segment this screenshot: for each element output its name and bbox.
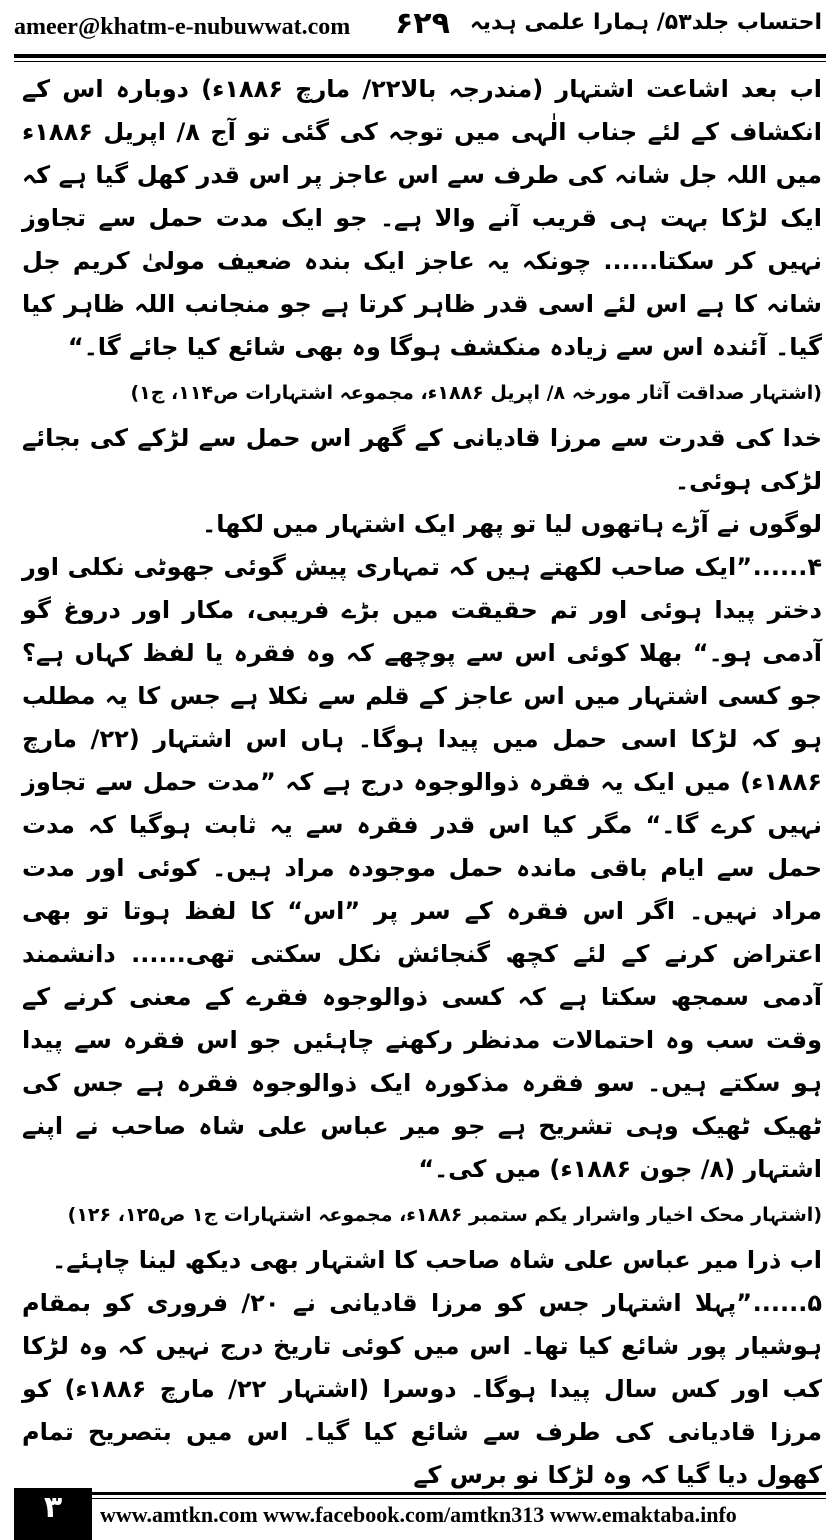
paragraph-6 [22, 1282, 822, 1497]
citation-1: (اشتہار صداقت آثار مورخہ ۸/ اپریل ۱۸۸۶ء، مجموعہ اشتہارات ص۱۱۴، ج۱) [130, 382, 822, 404]
footer-links: www.amtkn.com www.facebook.com/amtkn313 www.emaktaba.info [100, 1502, 737, 1527]
paragraph-6-text: ”پہلا اشتہار جس کو مرزا قادیانی نے ۲۰/ فروری کو بمقام ہوشیار پور شائع کیا تھا۔ اس میں کوئی تاریخ درج نہیں کہ وہ لڑکا کب اور کس سال پیدا ہوگا۔ دوسرا (اشتہار ۲۲/ مارچ ۱۸۸۶ء) کو مرزا قادیانی کی طرف سے شائع کیا گیا۔ اس میں بتصریح تمام کھول دیا گیا کہ وہ لڑکا نو برس کے [22, 1289, 822, 1489]
item-number-4: ۴...... [752, 553, 822, 581]
paragraph-3: لوگوں نے آڑے ہاتھوں لیا تو پھر ایک اشتہار میں لکھا۔ [202, 510, 822, 538]
page-body [22, 68, 822, 1497]
footer-rule [92, 1492, 826, 1495]
page-number: ۶۲۹ [395, 6, 450, 41]
paragraph-4 [22, 546, 822, 1191]
footer-rule-thin [92, 1498, 826, 1499]
citation-2: (اشتہار محک اخیار واشرار یکم ستمبر ۱۸۸۶ء، مجموعہ اشتہارات ج۱ ص۱۲۵، ۱۲۶) [67, 1204, 822, 1226]
footer-page-marker: ۳ [14, 1488, 92, 1540]
page-footer [0, 1488, 840, 1540]
page-header [0, 0, 840, 52]
header-email: ameer@khatm-e-nubuwwat.com [14, 14, 351, 40]
paragraph-1: اب بعد اشاعت اشتہار (مندرجہ بالا۲۲/ مارچ ۱۸۸۶ء) دوبارہ اس کے انکشاف کے لئے جناب الٰہی میں توجہ کی گئی تو آج ۸/ اپریل ۱۸۸۶ء میں اللہ جل شانہ کی طرف سے اس عاجز پر اس قدر کھل گیا ہے کہ ایک لڑکا بہت ہی قریب آنے والا ہے۔ جو ایک مدت حمل سے تجاوز نہیں کر سکتا...... چونکہ یہ عاجز ایک بندہ ضعیف مولیٰ کریم جل شانہ کا ہے اس لئے اسی قدر ظاہر کرتا ہے جو منجانب اللہ ظاہر کیا گیا۔ آئندہ اس سے زیادہ منکشف ہوگا وہ بھی شائع کیا جائے گا۔“ [22, 75, 823, 361]
header-rule [14, 54, 826, 58]
book-title: احتساب جلد۵۳/ ہمارا علمی ہدیہ [469, 10, 822, 35]
paragraph-5: اب ذرا میر عباس علی شاہ صاحب کا اشتہار بھی دیکھ لینا چاہئے۔ [52, 1246, 822, 1274]
paragraph-2: خدا کی قدرت سے مرزا قادیانی کے گھر اس حمل سے لڑکے کی بجائے لڑکی ہوئی۔ [22, 424, 822, 495]
paragraph-4-text: ”ایک صاحب لکھتے ہیں کہ تمہاری پیش گوئی جھوٹی نکلی اور دختر پیدا ہوئی اور تم حقیقت میں بڑے فریبی، مکار اور دروغ گو آدمی ہو۔“ بھلا کوئی اس سے پوچھے کہ وہ فقرہ یا لفظ کہاں ہے؟ جو کسی اشتہار میں اس عاجز کے قلم سے نکلا ہے جس کا یہ مطلب ہو کہ لڑکا اسی حمل میں پیدا ہوگا۔ ہاں اس اشتہار (۲۲/ مارچ ۱۸۸۶ء) میں ایک یہ فقرہ ذوالوجوہ درج ہے کہ ”مدت حمل سے تجاوز نہیں کرے گا۔“ مگر کیا اس قدر فقرہ سے یہ ثابت ہوگیا کہ مدت حمل سے ایام باقی ماندہ حمل موجودہ مراد ہیں۔ کوئی اور مدت مراد نہیں۔ اگر اس فقرہ کے سر پر ”اس“ کا لفظ ہوتا تو بھی اعتراض کرنے کے لئے کچھ گنجائش نکل سکتی تھی...... دانشمند آدمی سمجھ سکتا ہے کہ کسی ذوالوجوہ فقرے کے معنی کرنے کے وقت سب وہ احتمالات مدنظر رکھنے چاہئیں جو اس فقرہ سے پیدا ہو سکتے ہیں۔ سو فقرہ مذکورہ ایک ذوالوجوہ فقرہ ہے جس کی ٹھیک ٹھیک وہی تشریح ہے جو میر عباس علی شاہ صاحب نے اپنے اشتہار (۸/ جون ۱۸۸۶ء) میں کی۔“ [22, 553, 823, 1183]
item-number-5: ۵...... [752, 1289, 822, 1317]
header-rule-thin [14, 61, 826, 62]
